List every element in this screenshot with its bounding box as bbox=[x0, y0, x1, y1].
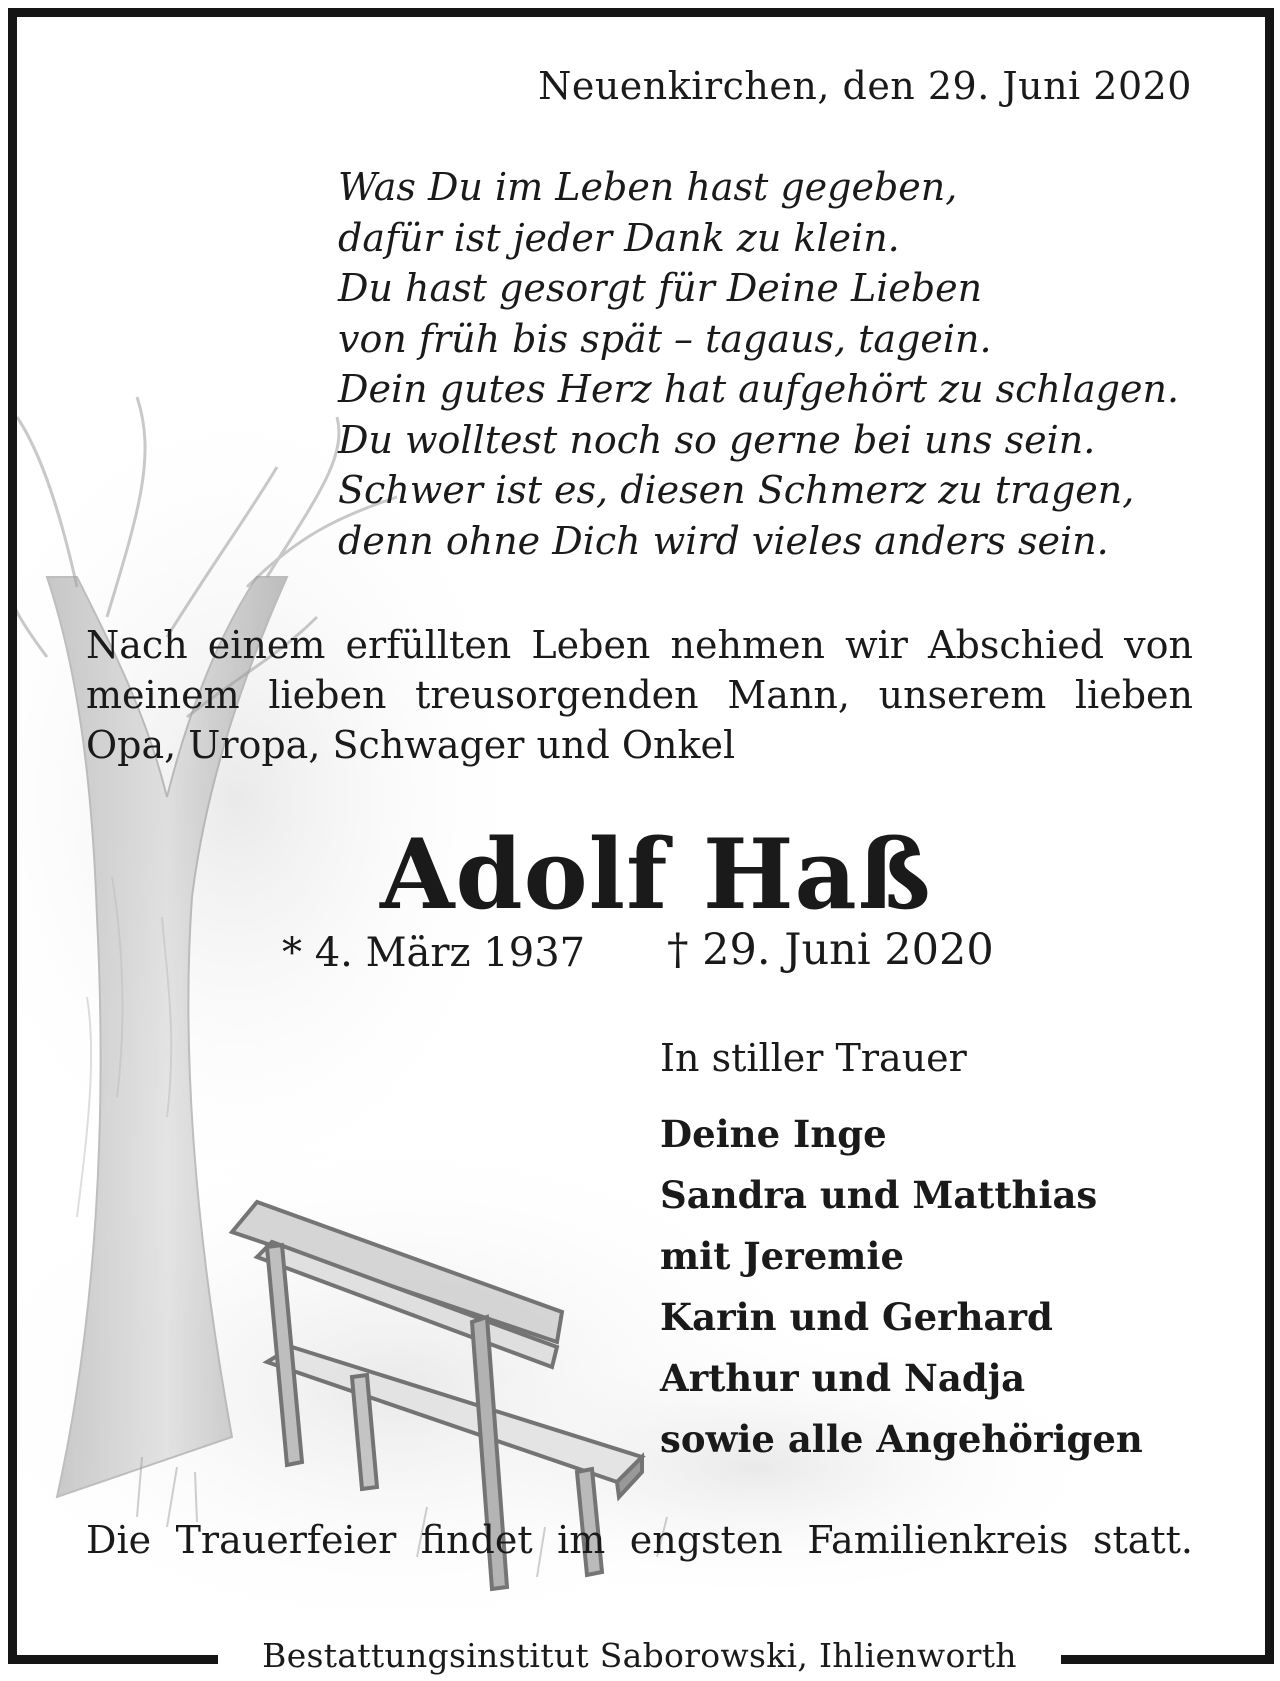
funeral-home: Bestattungsinstitut Saborowski, Ihlienworth bbox=[262, 1636, 1017, 1675]
poem-line: Was Du im Leben hast gegeben, bbox=[338, 165, 958, 209]
mourner-name: Arthur und Nadja bbox=[660, 1356, 1026, 1400]
poem-line: denn ohne Dich wird vieles anders sein. bbox=[338, 518, 1109, 563]
poem bbox=[338, 162, 1218, 566]
mourner-name: Sandra und Matthias bbox=[660, 1173, 1098, 1217]
mourner-name: Karin und Gerhard bbox=[660, 1295, 1053, 1339]
mourners-list bbox=[660, 1104, 1143, 1470]
birth-date: * 4. März 1937 bbox=[282, 930, 586, 976]
intro-paragraph: Nach einem erfüllten Leben nehmen wir Abschied von meinem lieben treusorgenden Mann, unserem lieben Opa, Uropa, Schwager und Onkel bbox=[86, 623, 1193, 767]
poem-line: Du hast gesorgt für Deine Lieben bbox=[338, 266, 983, 310]
mourner-name: sowie alle Angehörigen bbox=[660, 1417, 1143, 1461]
dateline: Neuenkirchen, den 29. Juni 2020 bbox=[538, 64, 1192, 108]
poem-line: Du wolltest noch so gerne bei uns sein. bbox=[338, 417, 1096, 462]
deceased-name: Adolf Haß bbox=[380, 818, 932, 931]
poem-line: Schwer ist es, diesen Schmerz zu tragen, bbox=[338, 468, 1135, 512]
mourning-title: In stiller Trauer bbox=[660, 1036, 967, 1080]
ceremony-note: Die Trauerfeier findet im engsten Familienkreis statt. bbox=[86, 1518, 1193, 1562]
poem-line: dafür ist jeder Dank zu klein. bbox=[338, 215, 900, 260]
poem-line: von früh bis spät – tagaus, tagein. bbox=[338, 316, 992, 361]
mourner-name: Deine Inge bbox=[660, 1112, 887, 1156]
mourner-name: mit Jeremie bbox=[660, 1234, 905, 1278]
death-date: † 29. Juni 2020 bbox=[667, 925, 994, 975]
poem-line: Dein gutes Herz hat aufgehört zu schlagen. bbox=[338, 367, 1180, 411]
